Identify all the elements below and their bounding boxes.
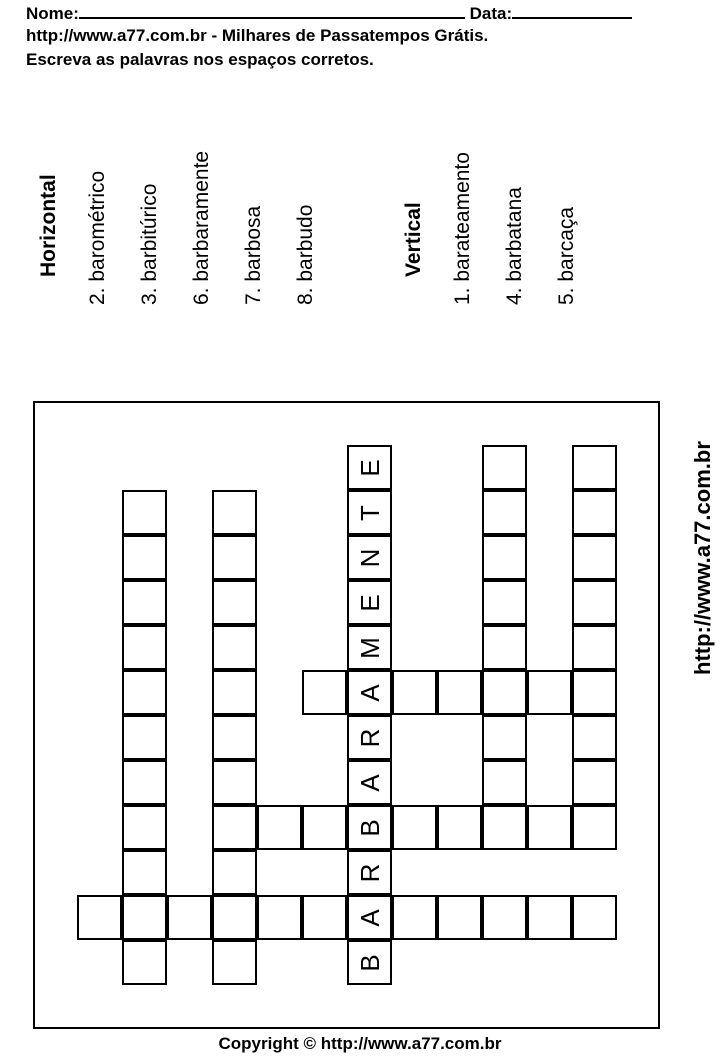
grid-cell[interactable]: [572, 670, 617, 715]
grid-cell: [347, 940, 392, 985]
name-field[interactable]: [79, 2, 465, 19]
grid-letter: T: [354, 504, 385, 521]
horizontal-title: Horizontal: [37, 174, 60, 277]
grid-letter: A: [354, 683, 385, 702]
grid-letter: A: [354, 773, 385, 792]
side-url: http://www.a77.com.br: [690, 441, 715, 675]
clue-h-2: 3. barbitúrico: [138, 183, 161, 305]
date-field[interactable]: [512, 2, 632, 19]
grid-cell[interactable]: [122, 625, 167, 670]
grid-cell[interactable]: [302, 805, 347, 850]
grid-cell[interactable]: [392, 670, 437, 715]
grid-cell[interactable]: [257, 805, 302, 850]
grid-cell[interactable]: [122, 940, 167, 985]
clue-h-5: 8. barbudo: [294, 204, 317, 305]
clue-v-2: 4. barbatana: [503, 187, 526, 305]
grid-cell[interactable]: [527, 895, 572, 940]
grid-cell[interactable]: [482, 445, 527, 490]
grid-cell[interactable]: [572, 580, 617, 625]
grid-cell[interactable]: [392, 895, 437, 940]
grid-cell[interactable]: [482, 490, 527, 535]
grid-cell[interactable]: [122, 895, 167, 940]
grid-cell: [347, 535, 392, 580]
grid-cell[interactable]: [572, 535, 617, 580]
grid-cell[interactable]: [212, 850, 257, 895]
grid-cell[interactable]: [212, 940, 257, 985]
grid-cell[interactable]: [122, 850, 167, 895]
grid-cell[interactable]: [212, 805, 257, 850]
grid-cell: [347, 580, 392, 625]
grid-cell: [347, 850, 392, 895]
grid-cell[interactable]: [572, 805, 617, 850]
grid-cell[interactable]: [212, 715, 257, 760]
grid-cell[interactable]: [572, 445, 617, 490]
date-label: Data:: [469, 4, 513, 23]
clue-h-4: 7. barbosa: [242, 205, 265, 305]
clue-h-3: 6. barbaramente: [190, 150, 213, 305]
grid-letter: A: [354, 908, 385, 927]
instruction: Escreva as palavras nos espaços corretos.: [26, 50, 374, 69]
clue-v-1: 1. barateamento: [451, 152, 474, 305]
grid-cell[interactable]: [572, 625, 617, 670]
grid-cell: [347, 445, 392, 490]
grid-cell[interactable]: [122, 805, 167, 850]
grid-cell[interactable]: [122, 715, 167, 760]
grid-cell[interactable]: [437, 670, 482, 715]
grid-cell[interactable]: [212, 535, 257, 580]
grid-cell[interactable]: [257, 895, 302, 940]
site-line: http://www.a77.com.br - Milhares de Passatempos Grátis.: [26, 26, 489, 45]
grid-cell[interactable]: [482, 805, 527, 850]
grid-cell[interactable]: [572, 715, 617, 760]
grid-cell[interactable]: [482, 670, 527, 715]
grid-cell: [347, 805, 392, 850]
grid-cell[interactable]: [122, 490, 167, 535]
grid-cell[interactable]: [212, 760, 257, 805]
grid-cell: [347, 490, 392, 535]
grid-cell: [347, 670, 392, 715]
grid-cell[interactable]: [122, 580, 167, 625]
grid-cell[interactable]: [482, 535, 527, 580]
grid-cell[interactable]: [212, 580, 257, 625]
grid-cell[interactable]: [392, 805, 437, 850]
grid-letter: M: [354, 636, 385, 659]
grid-cell: [347, 625, 392, 670]
grid-cell: [347, 895, 392, 940]
grid-cell[interactable]: [572, 895, 617, 940]
grid-cell[interactable]: [302, 895, 347, 940]
grid-cell[interactable]: [572, 490, 617, 535]
grid-cell[interactable]: [572, 760, 617, 805]
grid-letter: B: [354, 818, 385, 837]
grid-cell[interactable]: [212, 895, 257, 940]
grid-cell[interactable]: [527, 805, 572, 850]
grid-cell[interactable]: [482, 715, 527, 760]
grid-cell: [347, 715, 392, 760]
name-label: Nome:: [26, 4, 79, 23]
clue-v-3: 5. barcaça: [555, 206, 578, 305]
grid-cell[interactable]: [212, 490, 257, 535]
grid-cell[interactable]: [77, 895, 122, 940]
grid-cell[interactable]: [212, 625, 257, 670]
grid-cell[interactable]: [122, 760, 167, 805]
grid-letter: E: [354, 593, 385, 612]
vertical-title: Vertical: [402, 202, 425, 277]
grid-letter: R: [354, 728, 385, 747]
name-line: [26, 2, 632, 24]
grid-cell[interactable]: [482, 760, 527, 805]
grid-cell[interactable]: [437, 805, 482, 850]
grid-cell[interactable]: [302, 670, 347, 715]
grid-cell[interactable]: [212, 670, 257, 715]
grid-cell[interactable]: [167, 895, 212, 940]
grid-cell: [347, 760, 392, 805]
grid-letter: B: [354, 953, 385, 972]
grid-letter: R: [354, 863, 385, 882]
clue-h-1: 2. barométrico: [86, 170, 109, 305]
grid-letter: N: [354, 548, 385, 567]
grid-cell[interactable]: [482, 580, 527, 625]
grid-cell[interactable]: [122, 670, 167, 715]
grid-cell[interactable]: [527, 670, 572, 715]
grid-cell[interactable]: [437, 895, 482, 940]
grid-cell[interactable]: [482, 625, 527, 670]
grid-letter: E: [354, 458, 385, 477]
footer-copyright: Copyright © http://www.a77.com.br: [218, 1034, 502, 1053]
grid-cell[interactable]: [122, 535, 167, 580]
grid-cell[interactable]: [482, 895, 527, 940]
